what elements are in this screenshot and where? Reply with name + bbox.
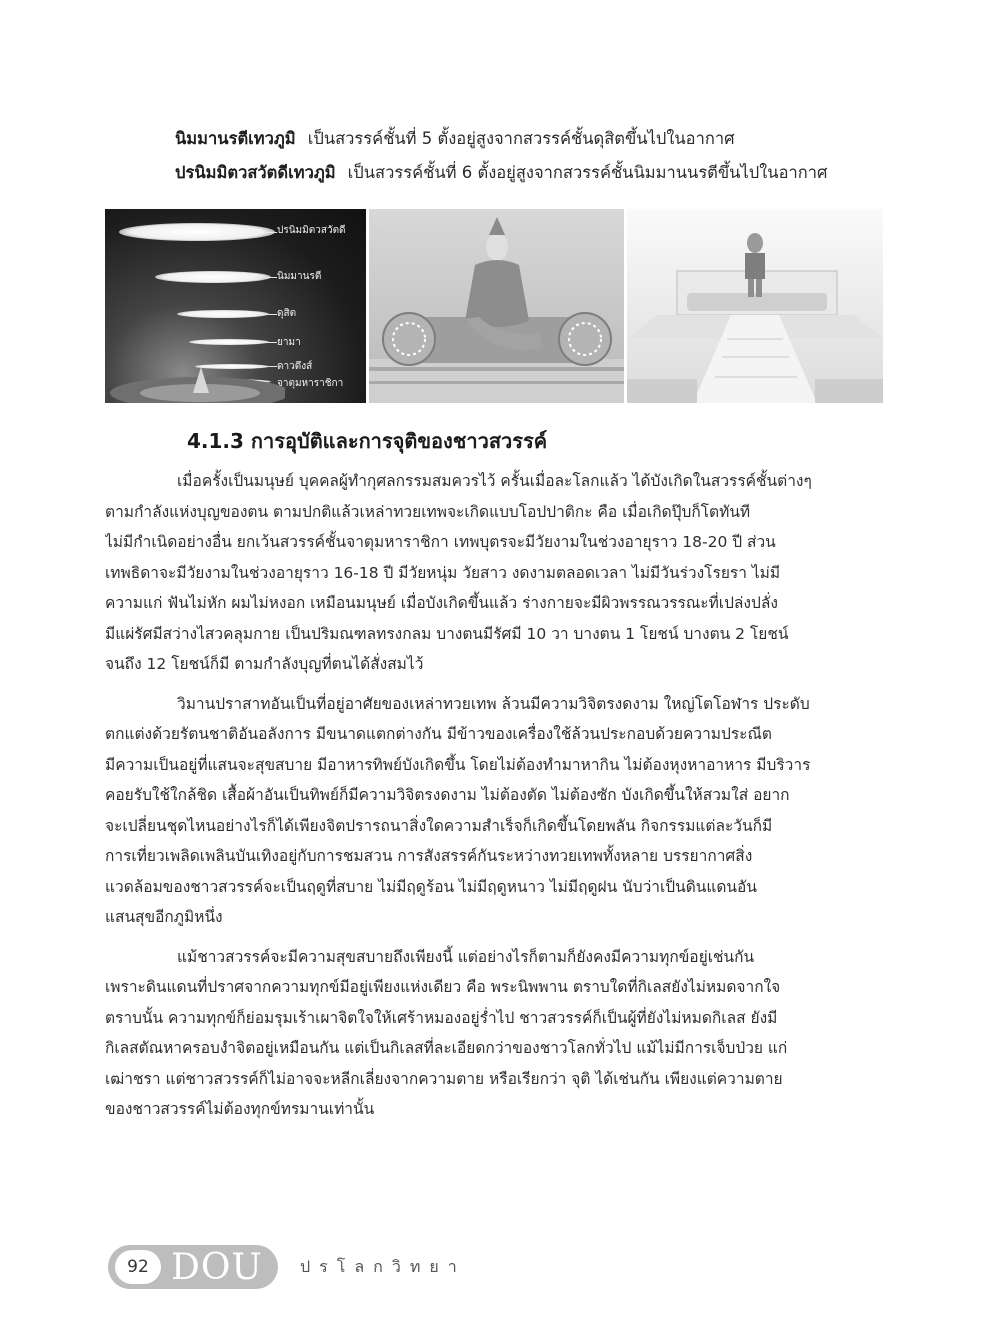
page-badge: [108, 1245, 278, 1289]
text-line: ตกแต่งด้วยรัตนชาติอันอลังการ มีขนาดแตกต่างกัน มีข้าวของเครื่องใช้ล้วนประกอบด้วยความประณีต: [105, 725, 772, 743]
text-line: ตราบนั้น ความทุกข์ก็ย่อมรุมเร้าเผาจิตใจให้เศร้าหมองอยู่ร่ำไป ชาวสวรรค์ก็เป็นผู้ที่ยังไม่หมดกิเลส ยังมี: [105, 1008, 778, 1027]
definition-6: [175, 156, 935, 190]
section-heading: 4.1.3 การอุบัติและการจุติของชาวสวรรค์: [187, 429, 548, 453]
text-line: ไม่มีกำเนิดอย่างอื่น ยกเว้นสวรรค์ชั้นจาตุมหาราชิกา เทพบุตรจะมีวัยงามในช่วงอายุราว 18-20 ปี ส่วน: [105, 533, 776, 551]
definition-term: ปรนิมมิตวสวัตดีเทวภูมิ: [175, 163, 336, 182]
heaven-label: ดุสิต: [277, 308, 297, 319]
text-line: แสนสุขอีกภูมิหนึ่ง: [105, 908, 223, 926]
label-leader-line: [265, 232, 277, 233]
body-text: [105, 466, 885, 1134]
seated-deity-illustration-icon: [369, 209, 624, 403]
heaven-definitions: [175, 122, 935, 190]
text-line: คอยรับใช้ใกล้ชิด เสื้อผ้าอันเป็นทิพย์ก็มีความวิจิตรงดงาม ไม่ต้องตัด ไม่ต้องซัก บังเกิดขึ้นให้สวมใส่ อยาก: [105, 786, 790, 804]
definition-text: เป็นสวรรค์ชั้นที่ 6 ตั้งอยู่สูงจากสวรรค์ชั้นนิมมานนรตีขึ้นไปในอากาศ: [347, 163, 828, 182]
course-title: ปรโลกวิทยา: [300, 1256, 466, 1276]
definition-text: เป็นสวรรค์ชั้นที่ 5 ตั้งอยู่สูงจากสวรรค์ชั้นดุสิตขึ้นไปในอากาศ: [307, 129, 735, 148]
deity-palace-image: [627, 209, 883, 403]
label-leader-line: [255, 314, 277, 315]
label-leader-line: [255, 277, 277, 278]
label-leader-line: [255, 342, 277, 343]
text-line: ตามกำลังแห่งบุญของตน ตามปกติแล้วเหล่าทวยเทพจะเกิดแบบโอปปาติกะ คือ เมื่อเกิดปุ๊บก็โตทันที: [105, 502, 751, 521]
paragraph: [105, 689, 885, 933]
text-line: แม้ชาวสวรรค์จะมีความสุขสบายถึงเพียงนี้ แต่อย่างไรก็ตามก็ยังคงมีความทุกข์อยู่เช่นกัน: [177, 947, 755, 966]
heaven-label: ดาวดึงส์: [277, 361, 313, 372]
definition-term: นิมมานรตีเทวภูมิ: [175, 129, 296, 148]
text-line: ความแก่ ฟันไม่หัก ผมไม่หงอก เหมือนมนุษย์ เมื่อบังเกิดขึ้นแล้ว ร่างกายจะมีผิวพรรณวรรณะที่เปล่งปลั่ง: [105, 594, 778, 612]
text-line: จนถึง 12 โยชน์ก็มี ตามกำลังบุญที่ตนได้สั่งสมไว้: [105, 655, 424, 673]
heaven-disc: [155, 271, 271, 283]
page-number: 92: [115, 1250, 161, 1284]
text-line: เพราะดินแดนที่ปราศจากความทุกข์มีอยู่เพียงแห่งเดียว คือ พระนิพพาน ตราบใดที่กิเลสยังไม่หมดจากใจ: [105, 978, 781, 996]
heaven-illustrations: [105, 209, 883, 403]
heaven-label: ยามา: [277, 337, 301, 348]
text-line: มีแผ่รัศมีสว่างไสวคลุมกาย เป็นปริมณฑลทรงกลม บางตนมีรัศมี 10 วา บางตน 1 โยชน์ บางตน 2 โยชน์: [105, 624, 789, 643]
paragraph: [105, 942, 885, 1125]
text-line: แวดล้อมของชาวสวรรค์จะเป็นฤดูที่สบาย ไม่มีฤดูร้อน ไม่มีฤดูหนาว ไม่มีฤดูฝน นับว่าเป็นดินแดนอัน: [105, 877, 757, 896]
text-line: การเที่ยวเพลิดเพลินบันเทิงอยู่กับการชมสวน การสังสรรค์กันระหว่างทวยเทพทั้งหลาย บรรยากาศสิ่ง: [105, 847, 753, 865]
heaven-levels-diagram: [105, 209, 366, 403]
text-line: เมื่อครั้งเป็นมนุษย์ บุคคลผู้ทำกุศลกรรมสมควรไว้ ครั้นเมื่อละโลกแล้ว ได้บังเกิดในสวรรค์ชั้นต่างๆ: [177, 472, 812, 490]
text-line: เฒ่าชรา แต่ชาวสวรรค์ก็ไม่อาจจะหลีกเลี่ยงจากความตาย หรือเรียกว่า จุติ ได้เช่นกัน เพียงแต่ความตาย: [105, 1069, 783, 1088]
text-line: เทพธิดาจะมีวัยงามในช่วงอายุราว 16-18 ปี มีวัยหนุ่ม วัยสาว งดงามตลอดเวลา ไม่มีวันร่วงโรยรา ไม่มี: [105, 563, 781, 582]
text-line: วิมานปราสาทอันเป็นที่อยู่อาศัยของเหล่าทวยเทพ ล้วนมีความวิจิตรงดงาม ใหญ่โตโอฬาร ประดับ: [177, 694, 810, 713]
text-line: กิเลสตัณหาครอบงำจิตอยู่เหมือนกัน แต่เป็นกิเลสที่ละเอียดกว่าของชาวโลกทั่วไป แม้ไม่มีการเจ็บป่วย แก่: [105, 1039, 788, 1057]
deity-on-throne-image: [369, 209, 624, 403]
heaven-label: นิมมานรตี: [277, 271, 322, 282]
page-footer: [108, 1245, 466, 1289]
earth-mountain-icon: [105, 359, 285, 403]
heaven-disc: [119, 223, 275, 241]
definition-5: [175, 122, 935, 156]
dou-logo: DOU: [171, 1246, 263, 1288]
text-line: ของชาวสวรรค์ไม่ต้องทุกข์ทรมานเท่านั้น: [105, 1100, 375, 1118]
palace-throne-illustration-icon: [627, 209, 883, 403]
heaven-label: ปรนิมมิตวสวัตดี: [277, 225, 346, 236]
text-line: มีความเป็นอยู่ที่แสนจะสุขสบาย มีอาหารทิพย์บังเกิดขึ้น โดยไม่ต้องทำมาหากิน ไม่ต้องหุงหาอาหาร มีบริวาร: [105, 755, 811, 774]
heaven-label: จาตุมหาราชิกา: [277, 378, 344, 389]
text-line: จะเปลี่ยนชุดไหนอย่างไรก็ได้เพียงจิตปรารถนาสิ่งใดความสำเร็จก็เกิดขึ้นโดยพลัน กิจกรรมแต่ละวันก็มี: [105, 816, 773, 835]
paragraph: [105, 466, 885, 680]
